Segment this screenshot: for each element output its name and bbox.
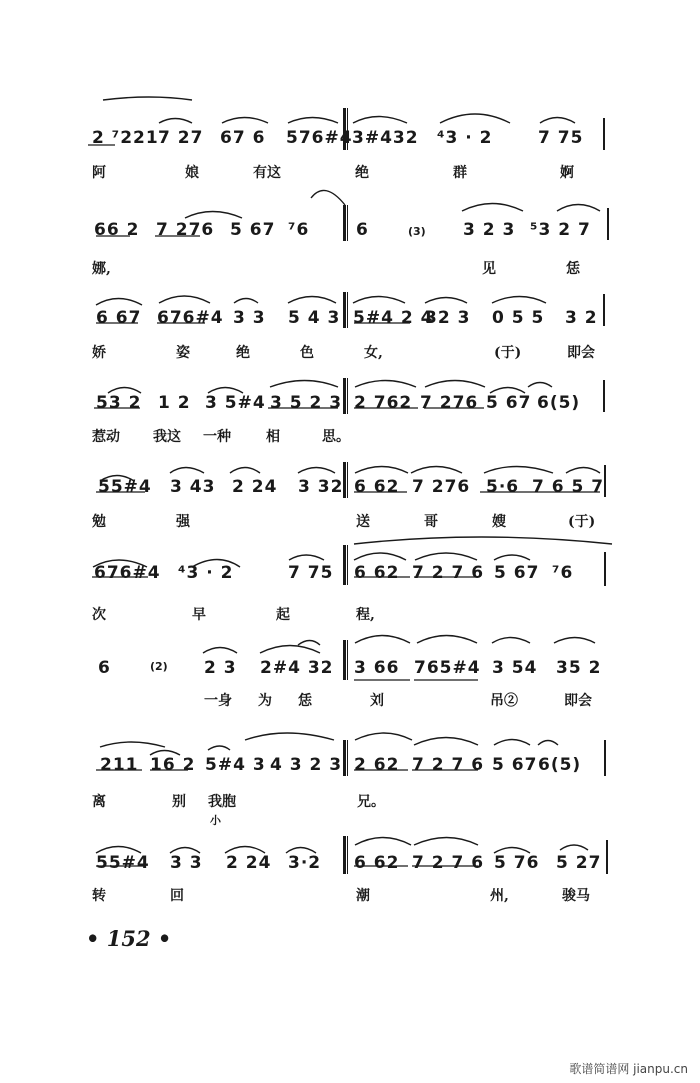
- watermark: 歌谱简谱网 jianpu.cn: [569, 1062, 688, 1076]
- note-group: 55#4: [98, 477, 152, 497]
- note-group: 6 62: [354, 563, 400, 583]
- note-group: 5 67: [494, 563, 540, 583]
- lyric: 潮: [356, 888, 370, 904]
- note-group: 5·6: [486, 477, 520, 497]
- note-group: 16 2: [150, 755, 196, 775]
- note-group: ⁴3 · 2: [178, 563, 234, 583]
- note-group: 2 762: [354, 393, 413, 413]
- note-group: ⁷6: [552, 563, 574, 583]
- lyric: 程,: [356, 607, 375, 623]
- lyric: 刘: [370, 693, 384, 709]
- lyric: 恁: [566, 261, 580, 277]
- lyric: 婀: [560, 165, 574, 181]
- note-group: 2 ⁷221: [92, 128, 159, 148]
- note-group: 2 24: [232, 477, 278, 497]
- barline: [604, 465, 606, 497]
- lyric: 绝: [236, 345, 250, 361]
- lyric: 离: [92, 794, 106, 810]
- barline: [603, 380, 605, 412]
- note-group: 32 3: [425, 308, 471, 328]
- note-group: 5 67: [486, 393, 532, 413]
- lyric: 强: [176, 514, 190, 530]
- note-group: 3#432: [352, 128, 419, 148]
- note-group: 53 2: [96, 393, 142, 413]
- note-group: 676#4: [157, 308, 224, 328]
- note-group: 765#4: [414, 658, 481, 678]
- note-group: 2#4 32: [260, 658, 334, 678]
- barline: [607, 208, 609, 240]
- double-barline: [343, 292, 348, 328]
- lyric: (于): [568, 514, 596, 530]
- double-barline: [343, 640, 348, 680]
- note-group: 3 66: [354, 658, 400, 678]
- note-group: 3 54: [492, 658, 538, 678]
- double-barline: [343, 836, 348, 874]
- lyric: 色: [300, 345, 314, 361]
- note-group: 6: [356, 220, 369, 240]
- lyric: 有这: [253, 165, 281, 181]
- note-group: 6 62: [354, 477, 400, 497]
- lyric: 一身: [204, 693, 232, 709]
- note-group: 35 2: [556, 658, 602, 678]
- note-group: 676#4: [94, 563, 161, 583]
- lyric: 女,: [364, 345, 383, 361]
- note-group: 5 27: [556, 853, 602, 873]
- lyric: 为: [258, 693, 272, 709]
- note-group: 3 3: [170, 853, 203, 873]
- note-group: 67 6: [220, 128, 266, 148]
- lyric: 次: [92, 607, 106, 623]
- note-group: 7 2 7 6: [412, 755, 485, 775]
- note-group: 5#4 2 4: [353, 308, 434, 328]
- lyric: 思。: [322, 429, 350, 445]
- note-group: 5 67: [492, 755, 538, 775]
- note-group: 7 2 7 6: [412, 563, 485, 583]
- note-group: 5#4 3: [205, 755, 266, 775]
- lyric: 我这: [153, 429, 181, 445]
- note-group: 5 76: [494, 853, 540, 873]
- note-group: 55#4: [96, 853, 150, 873]
- barline: [606, 840, 608, 874]
- note-group: 5 4 3: [288, 308, 341, 328]
- double-barline: [343, 108, 348, 150]
- note-group: ⁷6: [288, 220, 310, 240]
- note-group: 4 3 2 3: [270, 755, 343, 775]
- note-group: 211: [100, 755, 139, 775]
- note-group: 3 2: [565, 308, 598, 328]
- note-group: 3 5#4: [205, 393, 266, 413]
- barline: [603, 294, 605, 326]
- double-barline: [343, 740, 348, 776]
- lyric: 转: [92, 888, 106, 904]
- note-group: ⁴3 · 2: [437, 128, 493, 148]
- lyric: 州,: [490, 888, 509, 904]
- lyric: 哥: [424, 514, 438, 530]
- note-group: 7 27: [158, 128, 204, 148]
- note-group: 576#4: [286, 128, 353, 148]
- double-barline: [343, 545, 348, 585]
- lyric: 群: [453, 165, 467, 181]
- lyric: 娜,: [92, 261, 111, 277]
- lyric: 恁: [298, 693, 312, 709]
- note-group: 6: [98, 658, 111, 678]
- lyric: 娇: [92, 345, 106, 361]
- lyric: (于): [494, 345, 522, 361]
- lyric: 我胞: [208, 794, 236, 810]
- lyric: 勉: [92, 514, 106, 530]
- lyric: 早: [192, 607, 206, 623]
- note-group: 6(5): [537, 393, 581, 413]
- barline: [604, 740, 606, 776]
- lyric: 骏马: [562, 888, 590, 904]
- lyric: 吊②: [490, 693, 518, 709]
- lyric: 即会: [564, 693, 592, 709]
- note-group: 3 3: [233, 308, 266, 328]
- lyric: 相: [266, 429, 280, 445]
- lyric: 送: [356, 514, 370, 530]
- note-group: 1 2: [158, 393, 191, 413]
- note-group: 6 67: [96, 308, 142, 328]
- double-barline: [343, 378, 348, 414]
- barline: [603, 118, 605, 150]
- note-group: 5 67: [230, 220, 276, 240]
- page-number: • 152 •: [86, 926, 172, 951]
- note-group: (2): [150, 660, 168, 673]
- note-group: 3·2: [288, 853, 322, 873]
- lyric: 一种: [203, 429, 231, 445]
- note-group: 66 2: [94, 220, 140, 240]
- lyric: 起: [276, 607, 290, 623]
- lyric: 即会: [567, 345, 595, 361]
- barline: [604, 552, 606, 586]
- lyric: 娘: [185, 165, 199, 181]
- note-group: 7 2 7 6: [412, 853, 485, 873]
- double-barline: [343, 462, 348, 498]
- performance-mark: 小: [210, 814, 221, 827]
- lyric: 惹动: [92, 429, 120, 445]
- note-group: 7 276: [156, 220, 215, 240]
- lyric: 别: [172, 794, 186, 810]
- note-group: 7 75: [538, 128, 584, 148]
- note-group: 2 24: [226, 853, 272, 873]
- note-group: 6(5): [538, 755, 582, 775]
- note-group: 7 276: [412, 477, 471, 497]
- note-group: 0 5 5: [492, 308, 545, 328]
- note-group: ⁵3 2 7: [530, 220, 591, 240]
- note-group: 7 75: [288, 563, 334, 583]
- lyric: 见: [482, 261, 496, 277]
- lyric: 回: [170, 888, 184, 904]
- note-group: (3): [408, 225, 426, 238]
- note-group: 6 62: [354, 853, 400, 873]
- note-group: 3 43: [170, 477, 216, 497]
- lyric: 兄。: [357, 794, 385, 810]
- lyric: 嫂: [492, 514, 506, 530]
- lyric: 阿: [92, 165, 106, 181]
- note-group: 7 276: [420, 393, 479, 413]
- note-group: 3 32: [298, 477, 344, 497]
- double-barline: [343, 205, 348, 241]
- lyric: 姿: [176, 345, 190, 361]
- note-group: 7 6 5 7: [532, 477, 605, 497]
- lyric: 绝: [355, 165, 369, 181]
- note-group: 3 5 2 3: [270, 393, 343, 413]
- note-group: 3 2 3: [463, 220, 516, 240]
- note-group: 2 62: [354, 755, 400, 775]
- note-group: 2 3: [204, 658, 237, 678]
